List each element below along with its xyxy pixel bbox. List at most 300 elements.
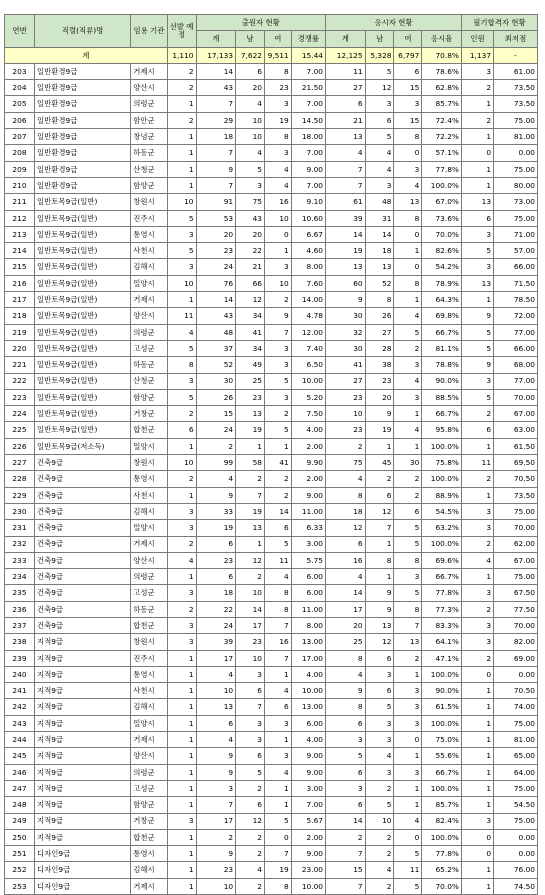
cell-app-ratio: 6.00 — [291, 585, 325, 601]
cell-pass-count: 6 — [461, 422, 493, 438]
cell-exam-male: 8 — [365, 552, 394, 568]
cell-no: 247 — [5, 780, 35, 796]
cell-pass-min: 71.50 — [494, 275, 538, 291]
cell-pass-min: 75.00 — [494, 112, 538, 128]
cell-position: 일반토목9급(일반) — [34, 357, 130, 373]
header-app-male: 남 — [236, 31, 265, 47]
cell-exam-female: 2 — [394, 340, 422, 356]
cell-position: 일반환경9급 — [34, 112, 130, 128]
cell-app-ratio: 7.50 — [291, 406, 325, 422]
cell-app-female: 2 — [264, 487, 291, 503]
cell-app-male: 13 — [236, 406, 265, 422]
cell-agency: 밀양시 — [131, 715, 167, 731]
cell-agency: 함양군 — [131, 797, 167, 813]
cell-exam-male: 26 — [365, 308, 394, 324]
cell-exam-rate: 63.2% — [422, 520, 462, 536]
cell-app-female: 5 — [264, 813, 291, 829]
cell-pass-count: 1 — [461, 438, 493, 454]
cell-planned: 10 — [167, 194, 196, 210]
cell-app-total: 6 — [196, 569, 236, 585]
cell-pass-min: 75.00 — [494, 813, 538, 829]
cell-exam-total: 14 — [326, 226, 366, 242]
cell-exam-female: 8 — [394, 552, 422, 568]
cell-exam-rate: 64.1% — [422, 634, 462, 650]
cell-position: 지적9급 — [34, 813, 130, 829]
cell-no: 226 — [5, 438, 35, 454]
cell-no: 252 — [5, 862, 35, 878]
cell-no: 215 — [5, 259, 35, 275]
table-row — [5, 715, 538, 731]
cell-no: 204 — [5, 80, 35, 96]
cell-exam-male: 3 — [365, 177, 394, 193]
cell-app-male: 6 — [236, 63, 265, 79]
cell-app-female: 7 — [264, 617, 291, 633]
cell-exam-female: 5 — [394, 878, 422, 894]
cell-planned: 2 — [167, 63, 196, 79]
cell-planned: 4 — [167, 324, 196, 340]
cell-app-ratio: 3.00 — [291, 536, 325, 552]
table-row — [5, 780, 538, 796]
cell-pass-min: 74.00 — [494, 699, 538, 715]
table-row — [5, 112, 538, 128]
total-label: 계 — [5, 47, 168, 63]
cell-no: 220 — [5, 340, 35, 356]
cell-app-ratio: 5.67 — [291, 813, 325, 829]
cell-exam-female: 2 — [394, 471, 422, 487]
cell-app-female: 0 — [264, 226, 291, 242]
cell-app-male: 25 — [236, 373, 265, 389]
cell-no: 237 — [5, 617, 35, 633]
table-row — [5, 748, 538, 764]
cell-app-male: 13 — [236, 520, 265, 536]
cell-app-male: 1 — [236, 438, 265, 454]
cell-planned: 3 — [167, 813, 196, 829]
cell-app-total: 15 — [196, 406, 236, 422]
cell-exam-total: 19 — [326, 243, 366, 259]
cell-exam-total: 25 — [326, 634, 366, 650]
cell-position: 일반토목9급(일반) — [34, 275, 130, 291]
cell-agency: 밀양시 — [131, 275, 167, 291]
header-applicants: 출원자 현황 — [196, 15, 326, 31]
cell-exam-male: 45 — [365, 455, 394, 471]
cell-exam-total: 13 — [326, 129, 366, 145]
cell-position: 건축9급 — [34, 455, 130, 471]
cell-exam-female: 3 — [394, 96, 422, 112]
cell-exam-male: 9 — [365, 601, 394, 617]
cell-app-ratio: 7.60 — [291, 275, 325, 291]
cell-app-ratio: 10.00 — [291, 373, 325, 389]
cell-exam-female: 2 — [394, 487, 422, 503]
cell-agency: 밀양시 — [131, 438, 167, 454]
cell-planned: 1 — [167, 797, 196, 813]
cell-exam-total: 23 — [326, 422, 366, 438]
cell-app-female: 41 — [264, 455, 291, 471]
table-row — [5, 96, 538, 112]
cell-app-male: 66 — [236, 275, 265, 291]
cell-app-female: 8 — [264, 63, 291, 79]
cell-exam-total: 6 — [326, 536, 366, 552]
cell-position: 지적9급 — [34, 683, 130, 699]
cell-app-male: 23 — [236, 389, 265, 405]
cell-app-female: 10 — [264, 275, 291, 291]
header-app-female: 여 — [264, 31, 291, 47]
cell-position: 일반토목9급(일반) — [34, 340, 130, 356]
cell-planned: 1 — [167, 862, 196, 878]
cell-pass-min: 0.00 — [494, 145, 538, 161]
cell-pass-min: 75.00 — [494, 715, 538, 731]
cell-exam-rate: 62.8% — [422, 80, 462, 96]
cell-app-total: 7 — [196, 797, 236, 813]
cell-exam-male: 28 — [365, 340, 394, 356]
cell-exam-rate: 61.5% — [422, 699, 462, 715]
cell-position: 건축9급 — [34, 520, 130, 536]
cell-exam-rate: 72.4% — [422, 112, 462, 128]
table-row — [5, 520, 538, 536]
cell-app-male: 34 — [236, 308, 265, 324]
cell-pass-count: 4 — [461, 552, 493, 568]
cell-planned: 1 — [167, 569, 196, 585]
cell-app-ratio: 17.00 — [291, 650, 325, 666]
cell-exam-female: 0 — [394, 829, 422, 845]
cell-app-female: 4 — [264, 177, 291, 193]
cell-planned: 3 — [167, 226, 196, 242]
cell-position: 일반토목9급(저소득) — [34, 438, 130, 454]
table-row — [5, 455, 538, 471]
cell-pass-min: 80.00 — [494, 177, 538, 193]
cell-no: 209 — [5, 161, 35, 177]
cell-agency: 함양군 — [131, 177, 167, 193]
cell-app-ratio: 9.00 — [291, 764, 325, 780]
cell-exam-female: 13 — [394, 634, 422, 650]
cell-agency: 합천군 — [131, 422, 167, 438]
cell-planned: 2 — [167, 471, 196, 487]
total-exam-rate: 70.8% — [422, 47, 462, 63]
cell-exam-male: 5 — [365, 63, 394, 79]
cell-app-total: 17 — [196, 813, 236, 829]
cell-app-male: 2 — [236, 471, 265, 487]
cell-exam-male: 13 — [365, 617, 394, 633]
cell-exam-total: 4 — [326, 145, 366, 161]
cell-app-ratio: 7.40 — [291, 340, 325, 356]
table-row — [5, 161, 538, 177]
cell-app-total: 4 — [196, 471, 236, 487]
cell-position: 지적9급 — [34, 650, 130, 666]
cell-exam-male: 2 — [365, 829, 394, 845]
cell-exam-total: 32 — [326, 324, 366, 340]
cell-pass-min: 69.00 — [494, 650, 538, 666]
cell-exam-female: 1 — [394, 780, 422, 796]
cell-planned: 1 — [167, 438, 196, 454]
cell-app-ratio: 23.00 — [291, 862, 325, 878]
cell-planned: 1 — [167, 129, 196, 145]
cell-exam-female: 1 — [394, 243, 422, 259]
cell-pass-min: 74.50 — [494, 878, 538, 894]
cell-exam-rate: 70.0% — [422, 226, 462, 242]
cell-pass-count: 3 — [461, 585, 493, 601]
cell-app-total: 9 — [196, 748, 236, 764]
cell-exam-rate: 67.0% — [422, 194, 462, 210]
cell-no: 205 — [5, 96, 35, 112]
cell-pass-count: 1 — [461, 764, 493, 780]
cell-exam-total: 9 — [326, 683, 366, 699]
cell-agency: 합천군 — [131, 617, 167, 633]
cell-pass-count: 9 — [461, 357, 493, 373]
cell-exam-rate: 81.1% — [422, 340, 462, 356]
cell-pass-count: 5 — [461, 389, 493, 405]
cell-no: 234 — [5, 569, 35, 585]
cell-agency: 거창군 — [131, 813, 167, 829]
cell-app-ratio: 2.00 — [291, 829, 325, 845]
total-exam-total: 12,125 — [326, 47, 366, 63]
cell-exam-total: 3 — [326, 732, 366, 748]
cell-no: 243 — [5, 715, 35, 731]
table-row — [5, 389, 538, 405]
cell-app-total: 6 — [196, 536, 236, 552]
cell-exam-female: 0 — [394, 145, 422, 161]
cell-exam-total: 8 — [326, 699, 366, 715]
cell-no: 233 — [5, 552, 35, 568]
cell-app-female: 8 — [264, 878, 291, 894]
cell-pass-count: 0 — [461, 846, 493, 862]
cell-exam-female: 4 — [394, 422, 422, 438]
cell-planned: 1 — [167, 177, 196, 193]
cell-app-female: 14 — [264, 503, 291, 519]
cell-app-female: 1 — [264, 243, 291, 259]
cell-app-female: 2 — [264, 471, 291, 487]
table-row — [5, 699, 538, 715]
cell-app-male: 4 — [236, 145, 265, 161]
cell-app-female: 7 — [264, 846, 291, 862]
cell-app-total: 10 — [196, 683, 236, 699]
cell-planned: 1 — [167, 650, 196, 666]
cell-no: 227 — [5, 455, 35, 471]
cell-exam-rate: 82.6% — [422, 243, 462, 259]
cell-exam-female: 3 — [394, 683, 422, 699]
cell-app-female: 3 — [264, 357, 291, 373]
cell-exam-male: 19 — [365, 422, 394, 438]
cell-pass-count: 2 — [461, 650, 493, 666]
cell-app-female: 7 — [264, 650, 291, 666]
cell-app-total: 53 — [196, 210, 236, 226]
cell-position: 건축9급 — [34, 552, 130, 568]
header-planned: 선발 예정 — [167, 15, 196, 48]
cell-app-female: 3 — [264, 340, 291, 356]
cell-planned: 1 — [167, 715, 196, 731]
cell-planned: 3 — [167, 373, 196, 389]
cell-agency: 하동군 — [131, 357, 167, 373]
cell-position: 일반토목9급(일반) — [34, 243, 130, 259]
cell-app-ratio: 9.00 — [291, 846, 325, 862]
cell-app-ratio: 14.50 — [291, 112, 325, 128]
cell-exam-female: 1 — [394, 748, 422, 764]
cell-exam-female: 4 — [394, 813, 422, 829]
cell-exam-total: 75 — [326, 455, 366, 471]
cell-planned: 2 — [167, 536, 196, 552]
table-row — [5, 406, 538, 422]
cell-app-ratio: 8.00 — [291, 617, 325, 633]
table-row — [5, 634, 538, 650]
cell-app-male: 3 — [236, 732, 265, 748]
cell-exam-female: 3 — [394, 715, 422, 731]
cell-agency: 창원시 — [131, 194, 167, 210]
cell-exam-male: 2 — [365, 846, 394, 862]
cell-position: 일반토목9급(일반) — [34, 210, 130, 226]
cell-agency: 거제시 — [131, 63, 167, 79]
cell-exam-rate: 100.0% — [422, 471, 462, 487]
cell-no: 217 — [5, 292, 35, 308]
cell-pass-min: 70.00 — [494, 520, 538, 536]
cell-app-total: 7 — [196, 96, 236, 112]
cell-app-male: 2 — [236, 780, 265, 796]
cell-agency: 거제시 — [131, 878, 167, 894]
cell-planned: 2 — [167, 601, 196, 617]
cell-app-male: 7 — [236, 487, 265, 503]
cell-exam-female: 5 — [394, 520, 422, 536]
cell-pass-count: 2 — [461, 112, 493, 128]
cell-position: 디자인9급 — [34, 846, 130, 862]
cell-agency: 의령군 — [131, 764, 167, 780]
table-row — [5, 878, 538, 894]
cell-app-ratio: 9.00 — [291, 161, 325, 177]
table-row — [5, 829, 538, 845]
cell-app-total: 22 — [196, 601, 236, 617]
cell-app-total: 24 — [196, 259, 236, 275]
cell-exam-male: 12 — [365, 80, 394, 96]
cell-exam-female: 4 — [394, 373, 422, 389]
cell-exam-rate: 100.0% — [422, 536, 462, 552]
cell-exam-female: 3 — [394, 389, 422, 405]
cell-app-female: 4 — [264, 764, 291, 780]
cell-exam-male: 23 — [365, 373, 394, 389]
cell-app-total: 4 — [196, 666, 236, 682]
cell-app-ratio: 12.00 — [291, 324, 325, 340]
cell-exam-total: 4 — [326, 666, 366, 682]
cell-exam-rate: 69.8% — [422, 308, 462, 324]
cell-agency: 거제시 — [131, 732, 167, 748]
cell-app-total: 14 — [196, 63, 236, 79]
cell-planned: 1 — [167, 780, 196, 796]
cell-pass-min: 54.50 — [494, 797, 538, 813]
cell-app-male: 5 — [236, 764, 265, 780]
cell-position: 지적9급 — [34, 780, 130, 796]
table-row — [5, 129, 538, 145]
table-body — [5, 47, 538, 894]
header-app-ratio: 경쟁률 — [291, 31, 325, 47]
cell-planned: 5 — [167, 340, 196, 356]
cell-pass-count: 1 — [461, 878, 493, 894]
cell-agency: 창원시 — [131, 455, 167, 471]
cell-position: 일반토목9급(일반) — [34, 373, 130, 389]
cell-exam-male: 14 — [365, 226, 394, 242]
cell-exam-rate: 83.3% — [422, 617, 462, 633]
cell-exam-rate: 66.7% — [422, 324, 462, 340]
cell-agency: 의령군 — [131, 324, 167, 340]
cell-exam-female: 8 — [394, 601, 422, 617]
cell-exam-rate: 77.8% — [422, 846, 462, 862]
cell-pass-min: 70.50 — [494, 683, 538, 699]
cell-exam-male: 48 — [365, 194, 394, 210]
cell-exam-male: 38 — [365, 357, 394, 373]
cell-position: 일반토목9급(일반) — [34, 226, 130, 242]
cell-planned: 1 — [167, 487, 196, 503]
cell-planned: 5 — [167, 389, 196, 405]
cell-agency: 창원시 — [131, 634, 167, 650]
cell-planned: 2 — [167, 80, 196, 96]
cell-position: 일반환경9급 — [34, 145, 130, 161]
cell-pass-min: 75.00 — [494, 569, 538, 585]
cell-exam-female: 13 — [394, 194, 422, 210]
cell-exam-rate: 65.2% — [422, 862, 462, 878]
cell-app-total: 13 — [196, 699, 236, 715]
cell-app-male: 3 — [236, 715, 265, 731]
cell-position: 지적9급 — [34, 699, 130, 715]
cell-position: 지적9급 — [34, 666, 130, 682]
cell-agency: 함양군 — [131, 389, 167, 405]
table-row — [5, 666, 538, 682]
cell-exam-female: 30 — [394, 455, 422, 471]
cell-app-female: 10 — [264, 210, 291, 226]
cell-exam-rate: 100.0% — [422, 438, 462, 454]
cell-planned: 1 — [167, 96, 196, 112]
table-row — [5, 194, 538, 210]
cell-pass-count: 3 — [461, 634, 493, 650]
cell-agency: 김해시 — [131, 699, 167, 715]
cell-position: 일반환경9급 — [34, 80, 130, 96]
header-pass-min: 최저점 — [494, 31, 538, 47]
cell-pass-min: 66.00 — [494, 340, 538, 356]
cell-exam-male: 7 — [365, 520, 394, 536]
table-row — [5, 243, 538, 259]
cell-exam-male: 8 — [365, 292, 394, 308]
table-row — [5, 862, 538, 878]
cell-app-male: 20 — [236, 226, 265, 242]
cell-exam-female: 5 — [394, 846, 422, 862]
cell-app-total: 39 — [196, 634, 236, 650]
cell-exam-rate: 90.0% — [422, 373, 462, 389]
cell-no: 212 — [5, 210, 35, 226]
cell-exam-total: 5 — [326, 748, 366, 764]
cell-app-ratio: 9.10 — [291, 194, 325, 210]
cell-exam-male: 10 — [365, 813, 394, 829]
cell-exam-total: 9 — [326, 292, 366, 308]
cell-app-ratio: 10.60 — [291, 210, 325, 226]
cell-planned: 3 — [167, 585, 196, 601]
cell-no: 207 — [5, 129, 35, 145]
cell-exam-rate: 100.0% — [422, 666, 462, 682]
table-row — [5, 145, 538, 161]
table-row — [5, 552, 538, 568]
cell-agency: 함안군 — [131, 112, 167, 128]
cell-app-ratio: 7.00 — [291, 177, 325, 193]
cell-position: 건축9급 — [34, 503, 130, 519]
cell-exam-rate: 57.1% — [422, 145, 462, 161]
cell-exam-rate: 66.7% — [422, 406, 462, 422]
cell-app-female: 8 — [264, 129, 291, 145]
cell-agency: 양산시 — [131, 80, 167, 96]
cell-app-total: 76 — [196, 275, 236, 291]
cell-pass-count: 1 — [461, 732, 493, 748]
cell-agency: 진주시 — [131, 210, 167, 226]
cell-app-total: 99 — [196, 455, 236, 471]
cell-exam-male: 9 — [365, 585, 394, 601]
cell-app-male: 10 — [236, 585, 265, 601]
cell-exam-male: 2 — [365, 878, 394, 894]
table-row — [5, 422, 538, 438]
cell-app-female: 8 — [264, 601, 291, 617]
cell-app-ratio: 13.00 — [291, 634, 325, 650]
cell-agency: 김해시 — [131, 259, 167, 275]
results-table-page — [4, 14, 538, 895]
